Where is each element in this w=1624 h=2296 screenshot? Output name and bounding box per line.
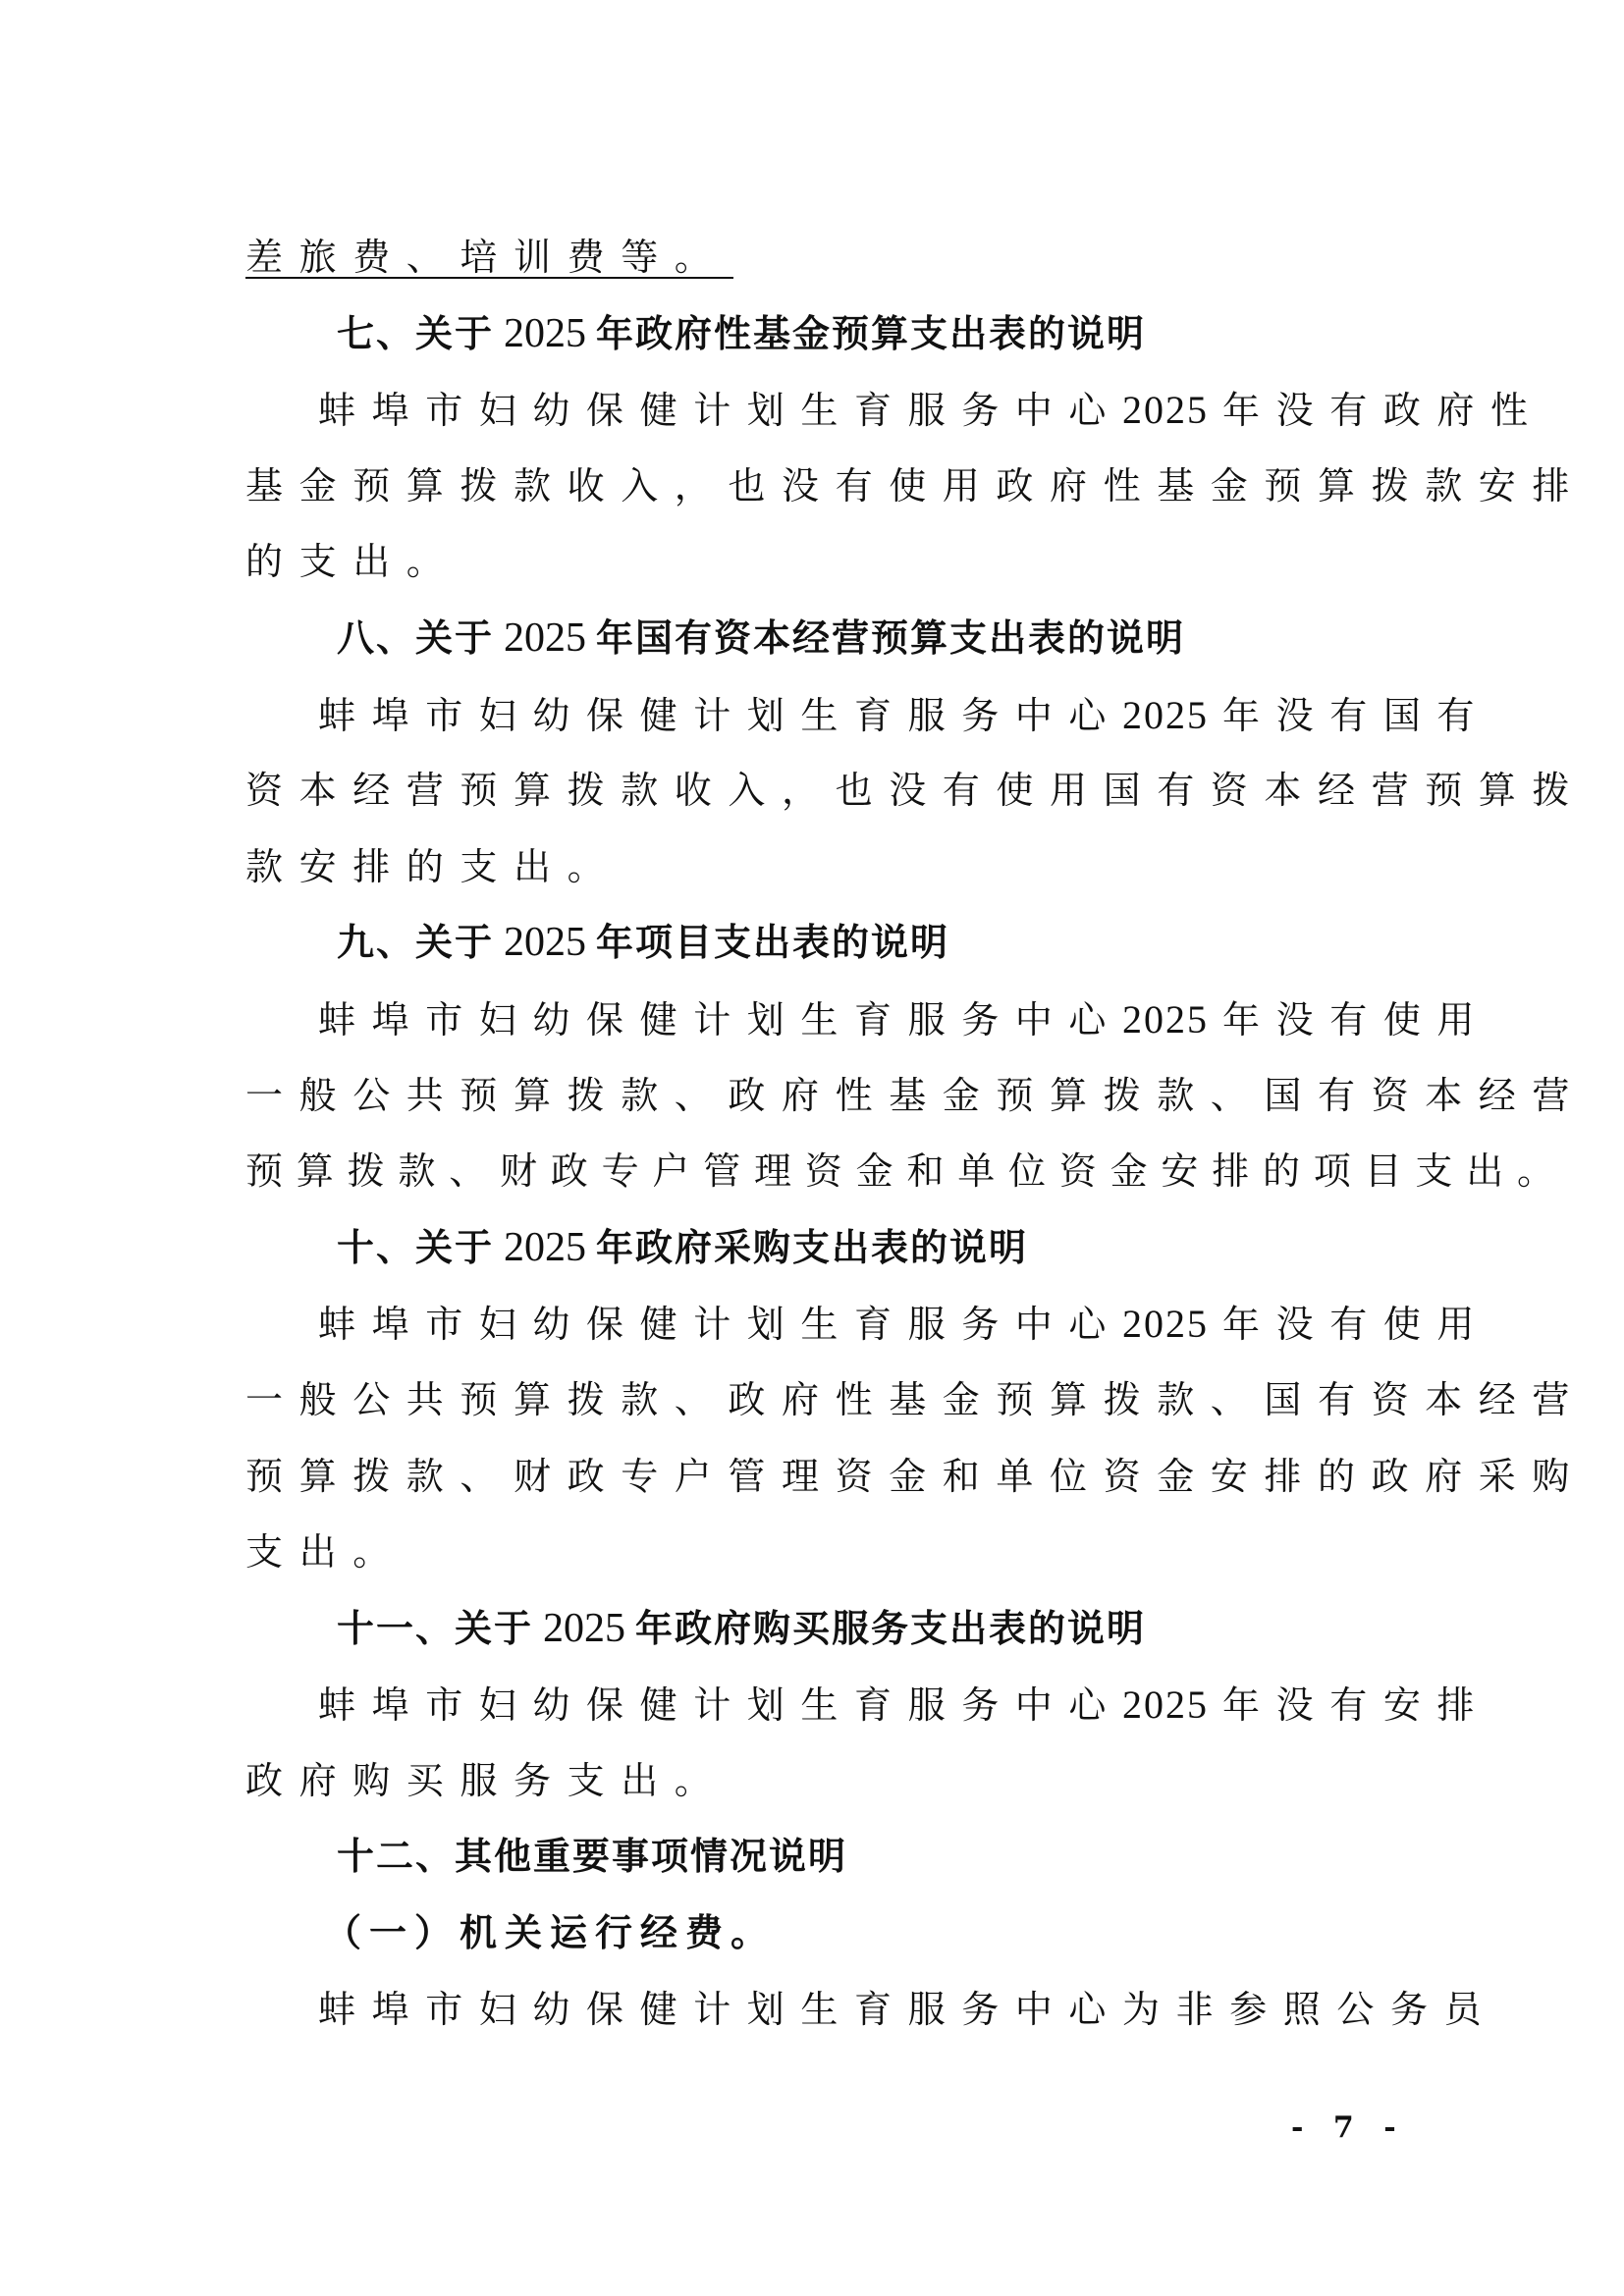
heading-suffix: 年政府采购支出表的说明: [596, 1225, 1029, 1269]
text-segment: 年没有政府性: [1222, 389, 1544, 433]
year-number: 2025: [1122, 1302, 1210, 1347]
paragraph-line: 支出。: [245, 1530, 406, 1575]
heading-suffix: 年项目支出表的说明: [596, 921, 950, 965]
continuation-line: [245, 220, 1384, 296]
heading-suffix: 年政府性基金预算支出表的说明: [596, 311, 1147, 355]
paragraph-line: [245, 982, 1491, 1058]
text-segment: 蚌埠市妇幼保健计划生育服务中心: [318, 1683, 1123, 1728]
paragraph-line: 预算拨款、财政专户管理资金和单位资金安排的政府采购: [245, 1454, 1587, 1498]
text-segment: 蚌埠市妇幼保健计划生育服务中心: [318, 997, 1123, 1041]
paragraph-line: [245, 1667, 1491, 1743]
paragraph-line: 的支出。: [245, 540, 460, 584]
heading-suffix: 年国有资本经营预算支出表的说明: [596, 615, 1186, 660]
paragraph-line: [245, 1286, 1491, 1362]
heading-prefix: 九、关于: [337, 921, 495, 965]
text-segment: 蚌埠市妇幼保健计划生育服务中心: [318, 1303, 1123, 1347]
paragraph-line: [245, 677, 1491, 754]
year-number: 2025: [1122, 1682, 1210, 1728]
heading-suffix: 年政府购买服务支出表的说明: [635, 1606, 1147, 1650]
text-segment: 年没有国有: [1222, 693, 1491, 737]
heading-prefix: 十一、关于: [337, 1606, 534, 1650]
heading-year: 2025: [543, 1605, 626, 1651]
heading-year: 2025: [504, 1224, 587, 1270]
paragraph-line: 一般公共预算拨款、政府性基金预算拨款、国有资本经营: [245, 1073, 1587, 1117]
paragraph-line: [245, 372, 1544, 449]
year-number: 2025: [1122, 388, 1210, 433]
heading-prefix: 十、关于: [337, 1225, 495, 1269]
heading-year: 2025: [504, 920, 587, 966]
underlined-text: 差旅费、培训费等。: [245, 238, 733, 279]
document-page: [245, 220, 1587, 2048]
heading-year: 2025: [504, 614, 587, 661]
section-heading-8: [245, 601, 1384, 677]
heading-prefix: 七、关于: [337, 311, 495, 355]
text-segment: 年没有使用: [1222, 997, 1491, 1041]
text-segment: 年没有安排: [1222, 1683, 1491, 1728]
year-number: 2025: [1122, 692, 1210, 737]
section-heading-7: [245, 296, 1384, 373]
heading-year: 2025: [504, 310, 587, 356]
paragraph-line: 一般公共预算拨款、政府性基金预算拨款、国有资本经营: [245, 1377, 1587, 1421]
section-heading-11: [245, 1591, 1384, 1668]
subsection-heading-1: （一）机关运行经费。: [324, 1911, 777, 1955]
section-heading-12: 十二、其他重要事项情况说明: [337, 1835, 848, 1879]
paragraph-line: 款安排的支出。: [245, 844, 622, 888]
paragraph-line: 基金预算拨款收入，也没有使用政府性基金预算拨款安排: [245, 463, 1587, 507]
paragraph-line: 蚌埠市妇幼保健计划生育服务中心为非参照公务员: [318, 1987, 1498, 2031]
paragraph-line: 预算拨款、财政专户管理资金和单位资金安排的项目支出。: [245, 1149, 1568, 1194]
text-segment: 蚌埠市妇幼保健计划生育服务中心: [318, 389, 1123, 433]
paragraph-line: 资本经营预算拨款收入，也没有使用国有资本经营预算拨: [245, 769, 1587, 813]
text-segment: 年没有使用: [1222, 1303, 1491, 1347]
section-heading-9: [245, 905, 1384, 982]
text-segment: 蚌埠市妇幼保健计划生育服务中心: [318, 693, 1123, 737]
paragraph-line: 政府购买服务支出。: [245, 1758, 729, 1802]
section-heading-10: [245, 1210, 1384, 1287]
page-number: - 7 -: [1291, 2110, 1406, 2145]
heading-prefix: 八、关于: [337, 615, 495, 660]
year-number: 2025: [1122, 996, 1210, 1041]
